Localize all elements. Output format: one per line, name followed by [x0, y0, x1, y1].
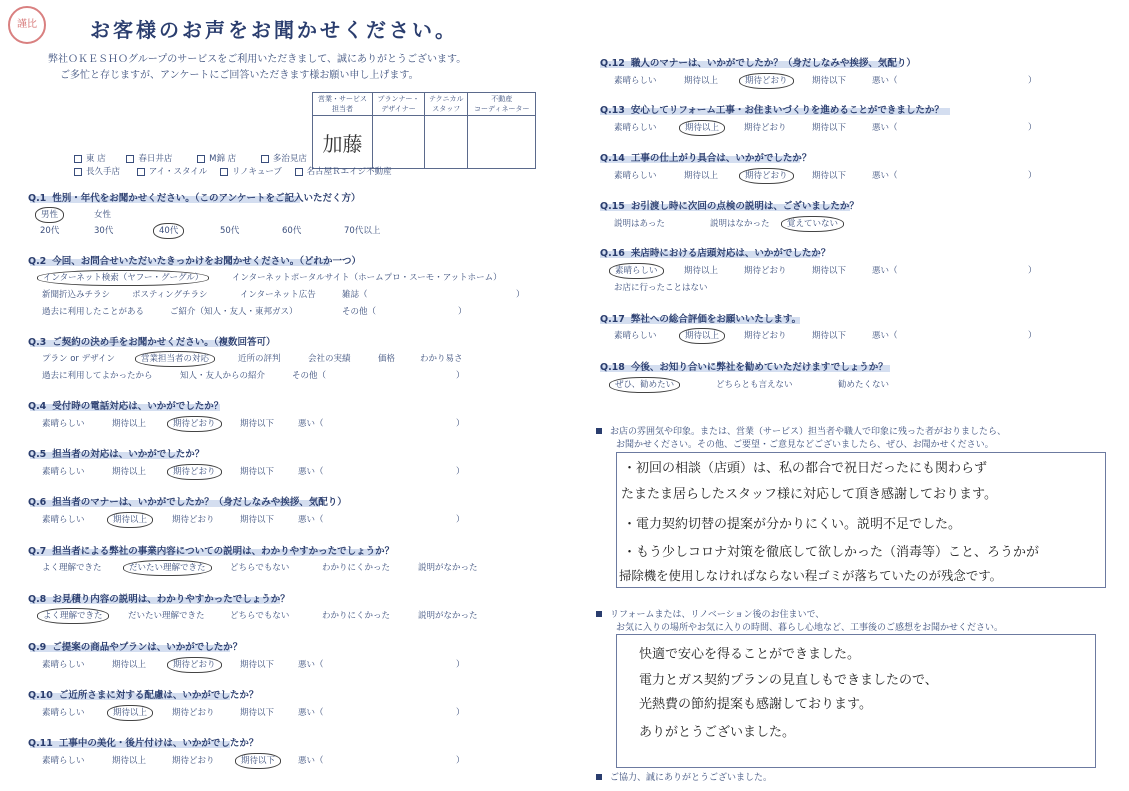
question-number: Q.9 [28, 642, 47, 653]
question-3 [28, 334, 276, 348]
answer-option[interactable]: 期待以上 [112, 756, 147, 766]
answer-option[interactable]: プラン or デザイン [42, 354, 116, 364]
option-close-paren: ） [1028, 171, 1037, 181]
answer-option[interactable]: 悪い（ [872, 123, 898, 133]
question-13 [600, 102, 944, 116]
answer-option-selected[interactable]: 期待以下 [240, 754, 276, 766]
footer-thanks: ご協力、誠にありがとうございました。 [596, 770, 772, 783]
staff-header-realestate: 不動産 コーディネーター [468, 93, 536, 116]
comment2-line: ありがとうございました。 [639, 725, 796, 740]
comment1-prompt: お店の雰囲気や印象。または、営業（サービス）担当者や職人で印象に残った者がおりましたら、 お聞かせください。その他、ご要望・ご意見などございましたら、ぜひ、お聞かせください。 [596, 424, 1006, 450]
option-close-paren: ） [456, 515, 465, 525]
comment2-line: 光熱費の節約提案も感謝しております。 [639, 697, 872, 712]
answer-option-selected[interactable]: 覚えていない [786, 217, 839, 229]
question-14 [600, 150, 811, 164]
staff-header-planner: プランナー・ デザイナー [373, 93, 425, 116]
option-close-paren: ） [456, 419, 465, 429]
comment1-line: ・電力契約切替の提案が分かりにくい。説明不足でした。 [623, 517, 962, 532]
question-text: 職人のマナーは、いかがでしたか？（身だしなみや挨拶、気配り） [630, 58, 916, 69]
answer-option-selected[interactable]: 期待どおり [744, 169, 789, 181]
answer-option[interactable]: 説明はなかった [710, 219, 770, 229]
answer-option-selected[interactable]: 素晴らしい [614, 264, 659, 276]
question-number: Q.10 [28, 690, 53, 701]
question-text: 工事中の美化・後片付けは、いかがでしたか？ [58, 738, 259, 749]
answer-option[interactable]: 60代 [282, 226, 302, 236]
answer-option[interactable]: ポスティングチラシ [132, 290, 208, 300]
question-text: 担当者による弊社の事業内容についての説明は、わかりやすかったでしょうか？ [52, 546, 395, 557]
answer-option[interactable]: インターネットポータルサイト（ホームプロ・スーモ・アットホーム） [232, 273, 502, 283]
store-checkbox[interactable]: 東 店 [74, 154, 106, 164]
answer-option[interactable]: 悪い（ [872, 266, 898, 276]
answer-option[interactable]: 期待どおり [744, 331, 787, 341]
answer-option[interactable]: 価格 [378, 354, 396, 364]
question-11 [28, 735, 258, 749]
answer-option[interactable]: 説明はあった [614, 219, 665, 229]
question-number: Q.6 [28, 497, 47, 508]
answer-option[interactable]: 期待どおり [744, 266, 787, 276]
answer-option[interactable]: 期待以下 [812, 171, 847, 181]
answer-option[interactable]: 勧めたくない [838, 380, 890, 390]
question-17 [600, 311, 801, 325]
question-5 [28, 446, 204, 460]
answer-option-selected[interactable]: 期待以上 [112, 706, 148, 718]
staff-table [312, 92, 536, 169]
answer-option-selected[interactable]: ぜひ、勧めたい [614, 378, 675, 390]
answer-option[interactable]: 期待以上 [684, 266, 719, 276]
staff-value-planner[interactable] [373, 116, 425, 169]
answer-option[interactable]: 素晴らしい [614, 331, 657, 341]
answer-option[interactable]: 期待どおり [172, 515, 215, 525]
answer-option[interactable]: 期待以上 [684, 76, 719, 86]
answer-option-selected[interactable]: 期待どおり [172, 417, 217, 429]
staff-value-technical[interactable] [425, 116, 468, 169]
answer-option[interactable]: 素晴らしい [614, 123, 657, 133]
answer-option[interactable]: 悪い（ [872, 331, 898, 341]
answer-option-selected[interactable]: 期待以上 [112, 513, 148, 525]
answer-option-selected[interactable]: 期待どおり [172, 658, 217, 670]
store-checkbox[interactable]: リノキューブ [220, 167, 282, 177]
answer-option[interactable]: 悪い（ [298, 708, 324, 718]
store-checkbox[interactable]: 春日井店 [126, 154, 172, 164]
answer-option[interactable]: 説明がなかった [418, 611, 478, 621]
question-4 [28, 398, 223, 412]
answer-option-selected[interactable]: よく理解できた [42, 609, 104, 621]
answer-option[interactable]: 期待以下 [240, 419, 275, 429]
question-15 [600, 198, 859, 212]
question-number: Q.16 [600, 248, 625, 259]
answer-option[interactable]: 20代 [40, 226, 60, 236]
question-text: 工事の仕上がり具合は、いかがでしたか？ [630, 153, 812, 164]
question-text: ご契約の決め手をお聞かせください。（複数回答可） [52, 337, 276, 348]
seal-stamp: 謹比 [8, 6, 46, 44]
answer-option[interactable]: 素晴らしい [614, 171, 657, 181]
answer-option[interactable]: 期待以上 [112, 419, 147, 429]
option-close-paren: ） [456, 708, 465, 718]
answer-option[interactable]: 過去に利用したことがある [42, 307, 145, 317]
answer-option[interactable]: よく理解できた [42, 563, 102, 573]
answer-option[interactable]: 悪い（ [872, 171, 898, 181]
answer-option[interactable]: 知人・友人からの紹介 [180, 371, 266, 381]
staff-header-technical: テクニカル スタッフ [425, 93, 468, 116]
option-close-paren: ） [458, 307, 467, 317]
question-number: Q.1 [28, 193, 47, 204]
question-text: 今後、お知り合いに弊社を勧めていただけますでしょうか？ [630, 362, 888, 373]
comment2-prompt: リフォームまたは、リノベーション後のお住まいで、 お気に入りの場所やお気に入りの時間、暮らし心地など、工事後のご感想をお聞かせください。 [596, 607, 1003, 633]
answer-option[interactable]: 期待以下 [240, 467, 275, 477]
question-16 [600, 245, 830, 259]
question-text: 弊社への総合評価をお願いいたします。 [630, 314, 802, 325]
answer-option[interactable]: 期待以上 [112, 467, 147, 477]
question-10 [28, 687, 258, 701]
answer-option-selected[interactable]: 営業担当者の対応 [140, 352, 210, 364]
answer-option[interactable]: 期待以下 [812, 266, 847, 276]
answer-option[interactable]: 期待以下 [812, 331, 847, 341]
answer-option[interactable]: 悪い（ [298, 419, 324, 429]
option-close-paren: ） [456, 756, 465, 766]
answer-option[interactable]: 70代以上 [344, 226, 381, 236]
answer-option[interactable]: 悪い（ [872, 76, 898, 86]
square-bullet-icon [596, 611, 602, 617]
square-bullet-icon [596, 774, 602, 780]
answer-option[interactable]: その他（ [292, 371, 327, 381]
question-number: Q.2 [28, 256, 47, 267]
answer-option[interactable]: 悪い（ [298, 467, 324, 477]
answer-option[interactable]: わかりにくかった [322, 563, 391, 573]
answer-option[interactable]: その他（ [342, 307, 377, 317]
question-number: Q.13 [600, 105, 625, 116]
store-row-2 [74, 165, 392, 177]
question-number: Q.18 [600, 362, 625, 373]
answer-option-selected[interactable]: 期待どおり [172, 465, 217, 477]
comment1-line: ・もう少しコロナ対策を徹底して欲しかった（消毒等）こと、ろうかが [623, 545, 1040, 560]
answer-option[interactable]: 素晴らしい [42, 660, 85, 670]
store-checkbox[interactable]: 名古屋Ｒエイジ不動産 [295, 167, 392, 177]
staff-header-sales: 営業・サービス 担当者 [313, 93, 373, 116]
question-text: 性別・年代をお聞かせください。（このアンケートをご記入いただく方） [52, 193, 361, 204]
answer-option[interactable]: 女性 [94, 210, 112, 220]
question-number: Q.11 [28, 738, 53, 749]
answer-option[interactable]: 素晴らしい [42, 467, 85, 477]
page-title: お客様のお声をお聞かせください。 [90, 18, 458, 42]
store-checkbox[interactable]: 長久手店 [74, 167, 120, 177]
question-number: Q.5 [28, 449, 47, 460]
store-row-1 [74, 152, 307, 164]
answer-option[interactable]: 素晴らしい [42, 708, 85, 718]
answer-option[interactable]: 期待以下 [812, 123, 847, 133]
comment1-line: たまたま居らしたスタッフ様に対応して頂き感謝しております。 [621, 487, 997, 502]
question-number: Q.15 [600, 201, 625, 212]
question-number: Q.17 [600, 314, 625, 325]
answer-option-selected[interactable]: だいたい理解できた [128, 561, 207, 573]
answer-option[interactable]: 期待以上 [112, 660, 147, 670]
intro-line-2: ご多忙と存じますが、アンケートにご回答いただきます様お願い申し上げます。 [60, 70, 419, 81]
question-text: お見積り内容の説明は、わかりやすかったでしょうか？ [52, 594, 290, 605]
comment1-line: 掃除機を使用しなければならない程ゴミが落ちていたのが残念です。 [619, 568, 1002, 583]
answer-option[interactable]: 近所の評判 [238, 354, 281, 364]
staff-value-sales[interactable]: 加藤 [313, 116, 373, 169]
answer-option[interactable]: どちらとも言えない [716, 380, 793, 390]
staff-value-realestate[interactable] [468, 116, 536, 169]
answer-option[interactable]: 素晴らしい [614, 76, 657, 86]
question-number: Q.7 [28, 546, 47, 557]
answer-option[interactable]: 期待どおり [744, 123, 787, 133]
answer-option[interactable]: 素晴らしい [42, 756, 85, 766]
answer-option[interactable]: インターネット広告 [240, 290, 316, 300]
question-text: 担当者の対応は、いかがでしたか？ [52, 449, 205, 460]
question-12 [600, 55, 916, 69]
question-7 [28, 543, 394, 557]
question-number: Q.4 [28, 401, 47, 412]
question-text: ご近所さまに対する配慮は、いかがでしたか？ [58, 690, 259, 701]
answer-option[interactable]: 過去に利用してよかったから [42, 371, 153, 381]
comment1-line: ・初回の相談（店頭）は、私の都合で祝日だったにも関わらず [623, 461, 988, 476]
square-bullet-icon [596, 428, 602, 434]
option-close-paren: ） [456, 467, 465, 477]
answer-option[interactable]: 悪い（ [298, 660, 324, 670]
option-close-paren: ） [1028, 76, 1037, 86]
store-checkbox[interactable]: アイ・スタイル [137, 167, 208, 177]
answer-option[interactable]: だいたい理解できた [128, 611, 205, 621]
option-close-paren: ） [456, 371, 465, 381]
answer-option[interactable]: 悪い（ [298, 515, 324, 525]
question-number: Q.3 [28, 337, 47, 348]
question-text: ご提案の商品やプランは、いかがでしたか？ [52, 642, 243, 653]
answer-option[interactable]: 会社の実績 [308, 354, 351, 364]
question-text: 今回、お問合せいただいたきっかけをお聞かせください。（どれか一つ） [52, 256, 362, 267]
answer-option[interactable]: 説明がなかった [418, 563, 478, 573]
answer-option-selected[interactable]: 期待以上 [684, 329, 720, 341]
answer-option[interactable]: 新聞折込みチラシ [42, 290, 111, 300]
answer-option-selected[interactable]: 期待以上 [684, 121, 720, 133]
question-number: Q.12 [600, 58, 625, 69]
answer-option-selected[interactable]: インターネット検索（ヤフー・グーグル） [42, 271, 204, 283]
option-close-paren: ） [1028, 266, 1037, 276]
answer-option[interactable]: 50代 [220, 226, 240, 236]
answer-option[interactable]: 期待以下 [812, 76, 847, 86]
comment2-line: 快適で安心を得ることができました。 [639, 647, 861, 662]
answer-option[interactable]: 期待以上 [684, 171, 719, 181]
question-text: お引渡し時に次回の点検の説明は、ございましたか？ [630, 201, 859, 212]
question-8 [28, 591, 290, 605]
question-text: 担当者のマナーは、いかがでしたか？（身だしなみや挨拶、気配り） [52, 497, 347, 508]
question-9 [28, 639, 242, 653]
store-checkbox[interactable]: M錦 店 [197, 154, 236, 164]
answer-option[interactable]: 素晴らしい [42, 419, 85, 429]
answer-option[interactable]: 素晴らしい [42, 515, 85, 525]
answer-option[interactable]: 期待どおり [172, 708, 215, 718]
answer-option[interactable]: 期待以下 [240, 660, 275, 670]
answer-option[interactable]: 期待どおり [172, 756, 215, 766]
question-6 [28, 494, 347, 508]
comment2-line: 電力とガス契約プランの見直しもできましたので、 [639, 673, 938, 688]
answer-option-selected[interactable]: 期待どおり [744, 74, 789, 86]
answer-option[interactable]: どちらでもない [230, 563, 290, 573]
answer-option[interactable]: どちらでもない [230, 611, 290, 621]
question-text: 来店時における店頭対応は、いかがでしたか？ [630, 248, 831, 259]
answer-option[interactable]: ご紹介（知人・友人・東邦ガス） [170, 307, 298, 317]
answer-option[interactable]: 期待以下 [240, 515, 275, 525]
answer-option[interactable]: わかり易さ [420, 354, 463, 364]
question-1 [28, 190, 360, 204]
comment1-box[interactable] [616, 452, 1106, 588]
answer-option[interactable]: 悪い（ [298, 756, 324, 766]
option-close-paren: ） [456, 660, 465, 670]
question-number: Q.8 [28, 594, 47, 605]
question-2 [28, 253, 361, 267]
intro-line-1: 弊社ＯＫＥＳＨＯグループのサービスをご利用いただきまして、誠にありがとうございます。 [48, 54, 467, 65]
option-close-paren: ） [1028, 331, 1037, 341]
answer-option-selected[interactable]: 男性 [40, 208, 59, 220]
question-text: 安心してリフォーム工事・お住まいづくりを進めることができましたか？ [630, 105, 944, 116]
option-close-paren: ） [1028, 123, 1037, 133]
option-close-paren: ） [516, 290, 525, 300]
question-18 [600, 359, 888, 373]
store-checkbox[interactable]: 多治見店 [261, 154, 307, 164]
answer-option[interactable]: 雑誌（ [342, 290, 368, 300]
answer-option[interactable]: お店に行ったことはない [614, 283, 708, 293]
comment2-box[interactable] [616, 634, 1096, 768]
answer-option[interactable]: わかりにくかった [322, 611, 391, 621]
question-number: Q.14 [600, 153, 625, 164]
question-text: 受付時の電話対応は、いかがでしたか？ [52, 401, 224, 412]
answer-option[interactable]: 期待以下 [240, 708, 275, 718]
answer-option-selected[interactable]: 40代 [158, 224, 179, 236]
answer-option[interactable]: 30代 [94, 226, 114, 236]
